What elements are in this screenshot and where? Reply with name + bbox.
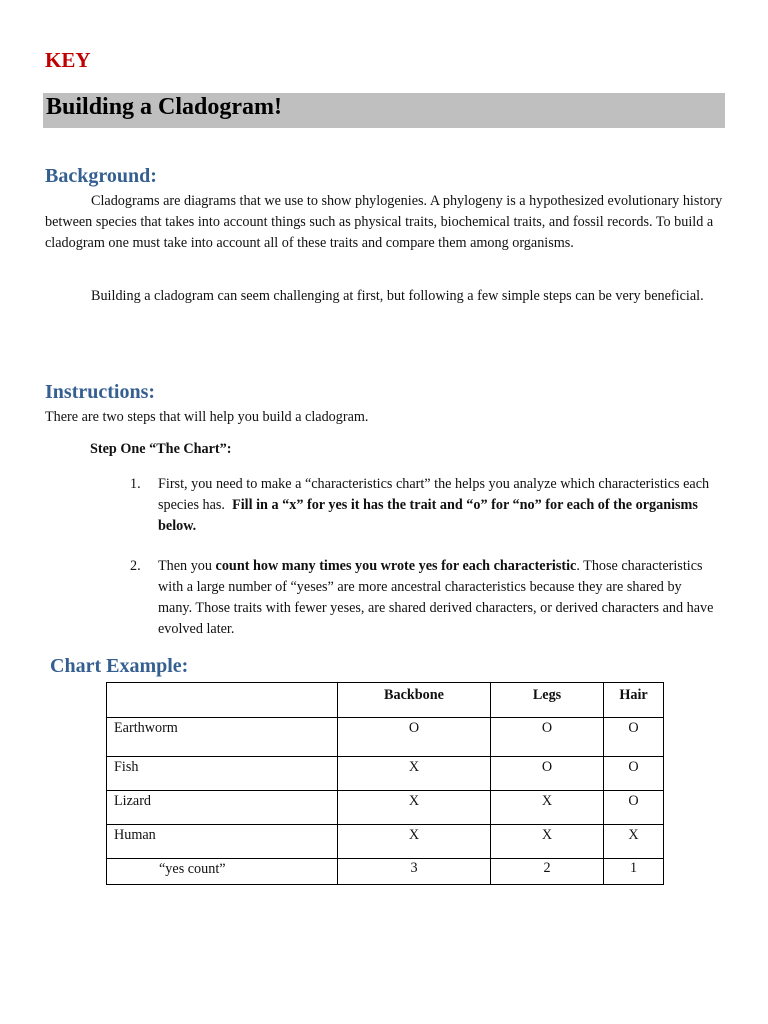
table-cell: X bbox=[604, 825, 664, 859]
table-cell: O bbox=[338, 718, 491, 757]
list-text-2-c: . Those characteristics with a large number of “yeses” are more ancestral characteristics because they are shared by many. Those traits with fewer yeses, are shared derived characters, or derived characters and have evolved later. bbox=[158, 558, 714, 637]
table-cell: X bbox=[491, 825, 604, 859]
organism-name: Fish bbox=[107, 757, 338, 791]
yes-count-label: “yes count” bbox=[107, 859, 338, 885]
instructions-heading: Instructions: bbox=[45, 381, 156, 403]
table-cell: X bbox=[338, 791, 491, 825]
list-text-2 bbox=[158, 556, 718, 640]
title-bar bbox=[43, 93, 725, 128]
key-label: KEY bbox=[45, 48, 91, 72]
table-row bbox=[107, 718, 664, 757]
table-row bbox=[107, 825, 664, 859]
list-number-1: 1. bbox=[130, 476, 141, 492]
table-row bbox=[107, 757, 664, 791]
list-number-2: 2. bbox=[130, 558, 141, 574]
yes-count-cell: 3 bbox=[338, 859, 491, 885]
table-header-row bbox=[107, 683, 664, 718]
background-heading: Background: bbox=[45, 165, 157, 187]
background-paragraph-2: Building a cladogram can seem challenging at first, but following a few simple steps can be very beneficial. bbox=[91, 288, 704, 304]
list-text-2-b: count how many times you wrote yes for each characteristic bbox=[215, 558, 577, 574]
table-header-cell: Legs bbox=[491, 683, 604, 718]
table-header-cell bbox=[107, 683, 338, 718]
yes-count-cell: 1 bbox=[604, 859, 664, 885]
yes-count-cell: 2 bbox=[491, 859, 604, 885]
page-title: Building a Cladogram! bbox=[46, 94, 283, 120]
table-cell: O bbox=[604, 757, 664, 791]
instructions-intro: There are two steps that will help you build a cladogram. bbox=[45, 409, 369, 425]
organism-name: Human bbox=[107, 825, 338, 859]
list-text-2-a: Then you bbox=[158, 558, 212, 574]
characteristics-table bbox=[106, 682, 664, 885]
table-cell: X bbox=[491, 791, 604, 825]
organism-name: Lizard bbox=[107, 791, 338, 825]
table-cell: X bbox=[338, 825, 491, 859]
table-cell: O bbox=[491, 718, 604, 757]
list-text-1-a: First, you need to make a “characteristics chart” the helps you analyze which characteristics each species has. bbox=[158, 476, 710, 513]
yes-count-row bbox=[107, 859, 664, 885]
table-cell: O bbox=[604, 718, 664, 757]
table-cell: O bbox=[491, 757, 604, 791]
list-text-1 bbox=[158, 474, 718, 537]
table-row bbox=[107, 791, 664, 825]
organism-name: Earthworm bbox=[107, 718, 338, 757]
table-cell: X bbox=[338, 757, 491, 791]
list-text-1-b: Fill in a “x” for yes it has the trait and “o” for “no” for each of the organisms below. bbox=[158, 497, 698, 534]
chart-example-heading: Chart Example: bbox=[50, 655, 189, 677]
table-header-cell: Hair bbox=[604, 683, 664, 718]
table-header-cell: Backbone bbox=[338, 683, 491, 718]
background-paragraph-1: Cladograms are diagrams that we use to show phylogenies. A phylogeny is a hypothesized evolutionary history between species that takes into account things such as physical traits, biochemical traits, and fossil records. To build a cladogram one must take into account all of these traits and compare them among organisms. bbox=[45, 193, 723, 251]
step-one-heading: Step One “The Chart”: bbox=[90, 441, 232, 457]
table-cell: O bbox=[604, 791, 664, 825]
